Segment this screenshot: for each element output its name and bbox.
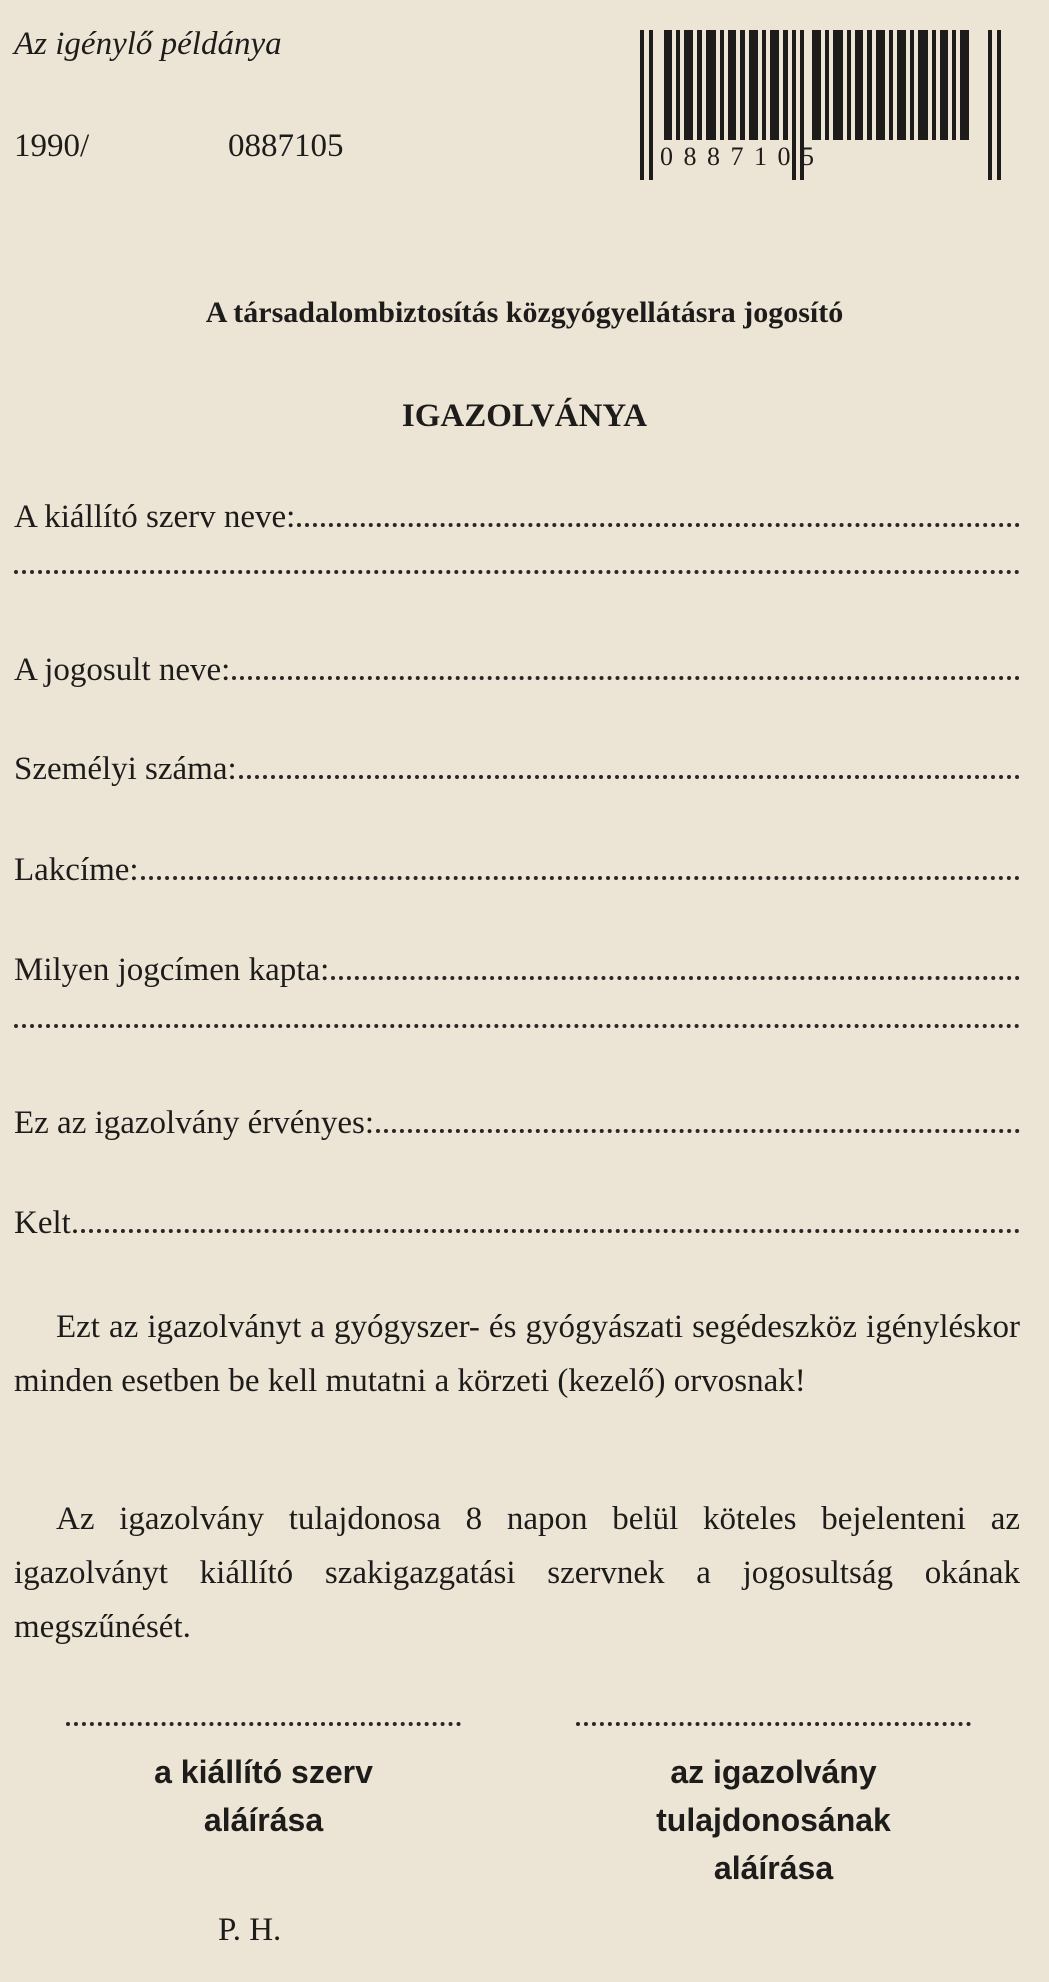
dated-dotline [81,1229,1020,1233]
document-title: A társadalombiztosítás közgyógyellátásra jogosító [205,296,844,329]
entitlement-dotline [331,976,1020,980]
dated-label: Kelt. [14,1205,80,1241]
address-dotline [141,876,1020,880]
entitlement-label: Milyen jogcímen kapta: [14,952,330,988]
year-number: 1990/ [14,128,90,164]
validity-dotline [376,1129,1020,1133]
entitlement-field [14,945,1020,989]
document-heading: IGAZOLVÁNYA [401,398,648,434]
holder-name-field [14,645,1020,689]
holder-signature-caption [576,1748,971,1892]
issuer-name-label: A kiállító szerv neve: [14,499,296,535]
serial-number: 0887105 [228,128,344,164]
issuer-name-dotline-2 [14,570,1020,574]
paragraph-report-termination [14,1492,1020,1654]
address-label: Lakcíme: [14,852,139,888]
holder-signature-line [576,1722,971,1726]
entitlement-dotline-2 [14,1024,1020,1028]
issuer-name-field [14,492,1020,536]
holder-signature-line2: tulajdonosának [656,1802,891,1838]
copy-label: Az igénylő példánya [14,26,282,62]
issuer-signature-line2: aláírása [203,1802,324,1838]
personal-number-field [14,744,1020,788]
holder-name-label: A jogosult neve: [14,652,231,688]
holder-signature-line1: az igazolvány [670,1754,877,1790]
issuer-signature-line1: a kiállító szerv [154,1754,373,1790]
personal-number-label: Személyi száma: [14,751,237,787]
validity-field [14,1098,1020,1142]
seal-mark: P. H. [218,1912,282,1948]
paragraph-1-text: Ezt az igazolványt a gyógyszer- és gyógyászati segédeszköz igényléskor minden esetben be kell mutatni a körzeti (kezelő) orvosnak! [14,1309,1020,1399]
address-field [14,845,1020,889]
personal-number-dotline [239,775,1020,779]
issuer-signature-line [66,1722,461,1726]
dated-field [14,1198,1020,1242]
barcode [640,30,1005,185]
issuer-name-dotline [297,523,1020,527]
barcode-digits: 0 8 8 7 1 0 5 [660,142,816,171]
validity-label: Ez az igazolvány érvényes: [14,1105,375,1141]
paragraph-2-text: Az igazolvány tulajdonosa 8 napon belül köteles bejelenteni az igazolványt kiállító szakigazgatási szervnek a jogosultság okának megszűnését. [14,1501,1020,1645]
holder-signature-line3: aláírása [713,1850,834,1886]
paragraph-present-to-doctor [14,1300,1020,1408]
holder-name-dotline [232,676,1020,680]
issuer-signature-caption [66,1748,461,1844]
